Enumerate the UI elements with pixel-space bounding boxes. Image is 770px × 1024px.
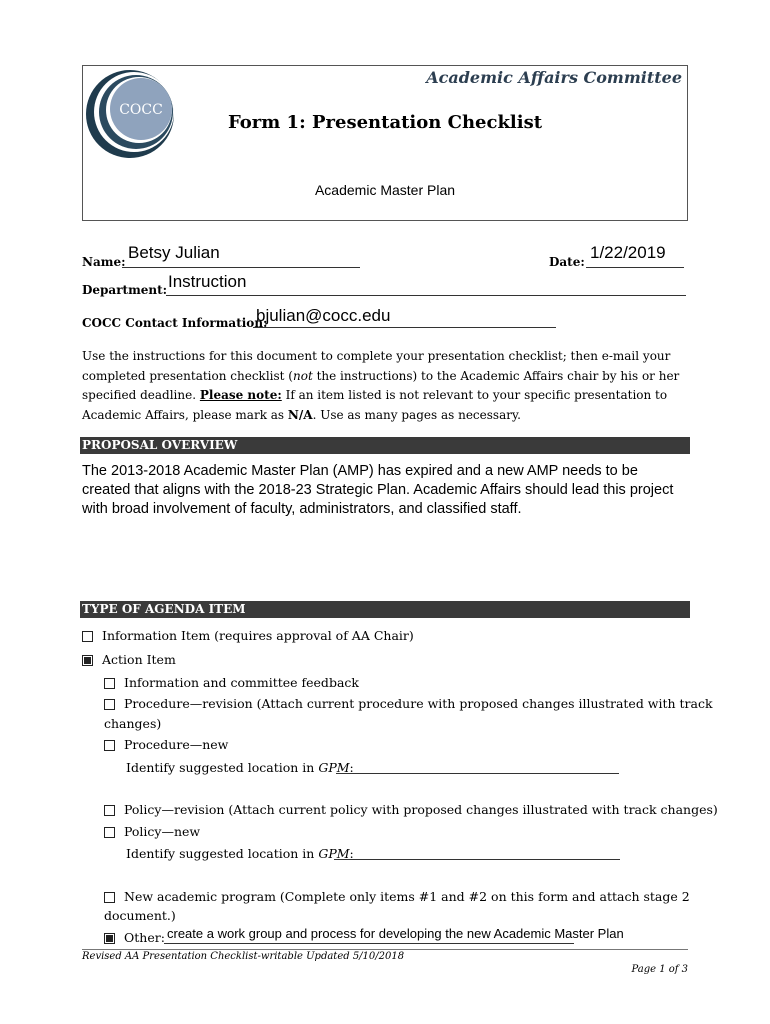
gpm-location-policy [126,844,354,864]
please-note: Please note: [199,388,282,402]
gpm-colon: : [349,846,354,861]
procedure-revision-continued: changes) [104,716,162,731]
department-field[interactable]: Instruction [168,272,247,291]
date-field[interactable]: 1/22/2019 [590,243,666,262]
procedure-new-checkbox[interactable] [104,740,115,751]
committee-name: Academic Affairs Committee [426,68,682,87]
policy-revision-option[interactable] [104,800,718,820]
name-field[interactable]: Betsy Julian [128,243,220,262]
other-line [164,943,574,944]
policy-new-option[interactable] [104,822,200,842]
other-field[interactable]: create a work group and process for developing the new Academic Master Plan [167,926,624,941]
procedure-revision-checkbox[interactable] [104,699,115,710]
new-program-label: New academic program (Complete only items #1 and #2 on this form and attach stage 2 [124,889,690,904]
instructions-text-1: Use the instructions for this document to complete your presentation checklist; then e-mail your completed presentation checklist ( [82,349,671,383]
gpm-location-policy-field[interactable] [334,859,620,860]
agenda-type-heading: TYPE OF AGENDA ITEM [80,601,690,618]
procedure-revision-label: Procedure—revision (Attach current procedure with proposed changes illustrated with track [124,696,713,711]
policy-new-label: Policy—new [124,824,201,839]
contact-label: COCC Contact Information: [82,316,268,330]
info-feedback-label: Information and committee feedback [124,675,359,690]
contact-field[interactable]: bjulian@cocc.edu [256,306,391,325]
proposal-overview-text[interactable]: The 2013-2018 Academic Master Plan (AMP) has expired and a new AMP needs to be created that aligns with the 2018-23 Strategic Plan. Academic Affairs should lead this project with broad involvement of faculty, administrators, and classified staff. [82,463,674,517]
gpm-prompt: Identify suggested location in [126,846,319,861]
procedure-new-label: Procedure—new [124,737,229,752]
gpm-prompt: Identify suggested location in [126,760,319,775]
other-checkbox[interactable] [104,933,115,944]
policy-revision-checkbox[interactable] [104,805,115,816]
procedure-new-option[interactable] [104,735,228,755]
information-item-option[interactable] [82,626,414,646]
policy-new-checkbox[interactable] [104,827,115,838]
name-label: Name: [82,255,126,269]
procedure-revision-option[interactable] [104,694,713,714]
logo-text: COCC [119,102,163,118]
proposal-overview-heading: PROPOSAL OVERVIEW [80,437,690,454]
gpm-location-procedure-field[interactable] [336,773,619,774]
na-marker: N/A [287,407,313,422]
action-item-label: Action Item [102,652,176,667]
instructions-text-2: the instructions) to the Academic Affairs chair by his or her specified deadline. [82,368,680,402]
instructions-text-4: . Use as many pages as necessary. [312,407,521,422]
action-item-option[interactable] [82,650,176,670]
gpm-colon: : [349,760,354,775]
new-program-checkbox[interactable] [104,892,115,903]
policy-revision-label: Policy—revision (Attach current policy with proposed changes illustrated with track changes) [124,802,718,817]
department-line [166,295,686,296]
form-subtitle: Academic Master Plan [314,182,456,198]
action-item-checkbox[interactable] [82,655,93,666]
footer-divider [82,949,688,950]
date-line [586,267,684,268]
page-number: Page 1 of 3 [631,964,688,975]
information-item-checkbox[interactable] [82,631,93,642]
gpm-abbrev: GPM [318,760,350,775]
info-feedback-option[interactable] [104,673,359,693]
other-label: Other: [124,930,165,945]
department-label: Department: [82,283,168,297]
other-option[interactable] [104,928,165,948]
contact-line [253,327,556,328]
new-program-continued: document.) [104,908,176,923]
instructions-not: not [292,368,313,383]
footer-revision-note: Revised AA Presentation Checklist-writable Updated 5/10/2018 [82,951,405,962]
name-line [122,267,360,268]
gpm-abbrev: GPM [318,846,350,861]
date-label: Date: [549,255,585,269]
instructions-text-3: If an item listed is not relevant to your specific presentation to Academic Affairs, please mark as [82,388,668,422]
information-item-label: Information Item (requires approval of AA Chair) [102,628,414,643]
instructions-paragraph [82,347,688,425]
form-title: Form 1: Presentation Checklist [227,112,543,133]
info-feedback-checkbox[interactable] [104,678,115,689]
new-program-option[interactable] [104,887,690,907]
gpm-location-procedure [126,758,354,778]
